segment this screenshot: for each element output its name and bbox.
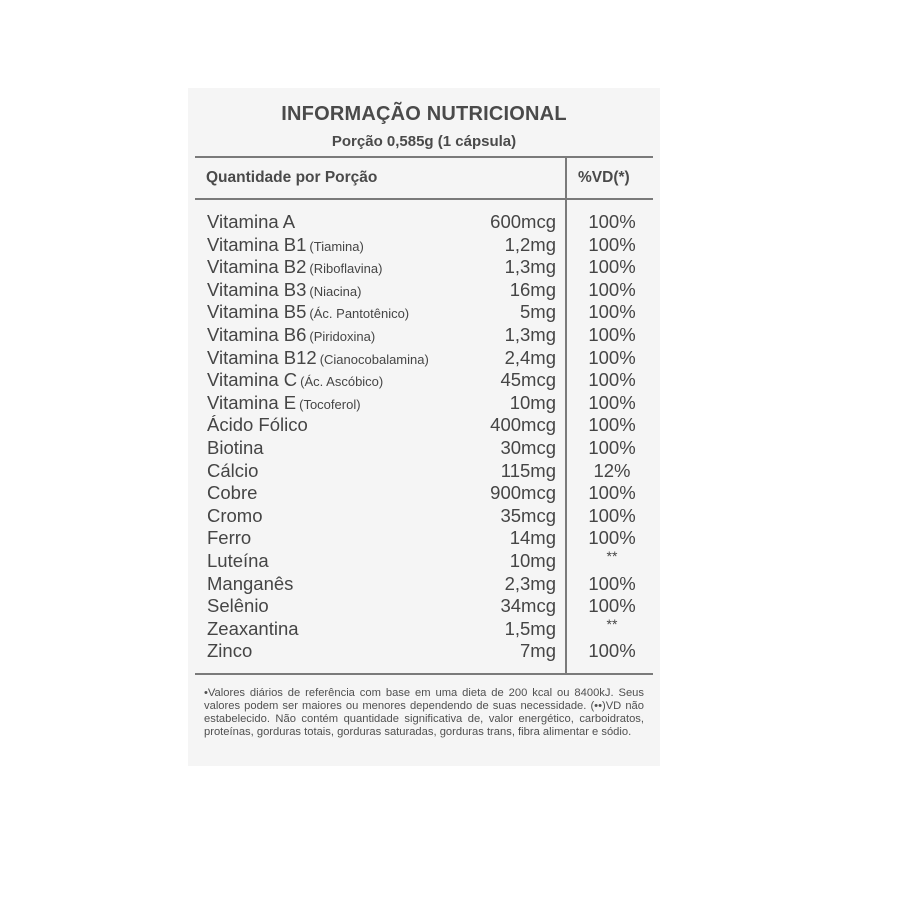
footnote: •Valores diários de referência com base em uma dieta de 200 kcal ou 8400kJ. Seus valores podem ser maiores ou menores dependendo de suas necessidade. (••)VD não estabelecido. Não contém quantidade significativa de, valor energético, carboidratos, proteínas, gorduras totais, gorduras saturadas, gorduras trans, fibra alimentar e sódio. <box>204 687 644 738</box>
nutrient-daily-value: 100% <box>588 256 636 278</box>
nutrient-amount: 10mg <box>509 391 556 413</box>
nutrient-name-main: Vitamina E <box>207 391 297 413</box>
nutrient-name <box>207 437 264 459</box>
nutrient-daily-value: 12% <box>593 459 631 481</box>
nutrient-amount: 2,4mg <box>504 346 556 368</box>
nutrient-amount: 1,3mg <box>504 324 556 345</box>
nutrient-name <box>207 301 409 323</box>
nutrient-row <box>188 211 660 233</box>
nutrient-row <box>188 347 660 369</box>
nutrient-daily-value: ** <box>606 615 618 632</box>
nutrient-name-detail: (Tiamina) <box>309 238 364 254</box>
nutrient-amount: 30mcg <box>500 437 556 458</box>
nutrient-name-main: Manganês <box>207 572 294 594</box>
nutrient-daily-value: 100% <box>588 233 636 255</box>
nutrient-name-main: Zinco <box>207 640 253 662</box>
header-quantity: Quantidade por Porção <box>206 169 378 186</box>
nutrient-name <box>207 618 299 640</box>
nutrient-row <box>188 640 660 662</box>
header-divider <box>195 198 653 200</box>
nutrient-amount: 7mg <box>520 640 556 662</box>
nutrient-daily-value: 100% <box>588 437 636 458</box>
nutrient-daily-value: 100% <box>588 572 636 594</box>
nutrient-row <box>188 234 660 256</box>
nutrient-amount: 900mcg <box>490 482 556 504</box>
nutrient-daily-value: 100% <box>588 414 636 436</box>
nutrient-amount: 45mcg <box>500 369 556 391</box>
nutrient-name <box>207 640 252 662</box>
nutrient-daily-value: ** <box>606 548 618 564</box>
nutrient-row <box>188 550 660 572</box>
nutrient-name-main: Cromo <box>207 504 263 526</box>
nutrient-amount: 14mg <box>509 527 556 549</box>
nutrient-name <box>207 211 295 233</box>
nutrient-daily-value: 100% <box>588 301 636 323</box>
nutrient-daily-value: 100% <box>588 346 636 368</box>
nutrient-daily-value: 100% <box>588 482 636 504</box>
nutrient-name <box>207 347 429 369</box>
nutrient-name <box>207 460 258 482</box>
nutrient-row <box>188 414 660 436</box>
nutrient-name-main: Zeaxantina <box>207 617 299 639</box>
nutrient-name <box>207 392 361 414</box>
nutrient-name-main: Vitamina B1 <box>207 233 307 255</box>
nutrient-name <box>207 573 293 595</box>
nutrient-name-main: Ferro <box>207 527 252 549</box>
nutrient-name-main: Vitamina B2 <box>207 256 307 278</box>
nutrient-name-main: Biotina <box>207 437 264 458</box>
nutrient-amount: 600mcg <box>490 211 556 232</box>
nutrient-amount: 5mg <box>520 301 556 323</box>
nutrient-name-main: Selênio <box>207 595 269 617</box>
nutrient-name <box>207 256 382 278</box>
nutrient-name-main: Ácido Fólico <box>207 414 308 436</box>
nutrient-row <box>188 324 660 346</box>
nutrient-name-main: Luteína <box>207 550 269 571</box>
nutrient-row <box>188 573 660 595</box>
nutrient-daily-value: 100% <box>588 595 636 617</box>
nutrient-row <box>188 256 660 278</box>
nutrient-amount: 1,2mg <box>504 233 556 255</box>
nutrient-row <box>188 301 660 323</box>
nutrient-daily-value: 100% <box>588 324 636 345</box>
nutrient-daily-value: 100% <box>588 391 636 413</box>
nutrient-row <box>188 505 660 527</box>
nutrient-amount: 34mcg <box>500 595 556 617</box>
nutrient-amount: 10mg <box>509 550 556 571</box>
label-title: INFORMAÇÃO NUTRICIONAL <box>281 103 567 125</box>
nutrient-name <box>207 527 251 549</box>
nutrient-name <box>207 324 375 346</box>
nutrient-amount: 1,3mg <box>504 256 556 278</box>
nutrient-row <box>188 460 660 482</box>
nutrient-name-detail: (Cianocobalamina) <box>319 351 429 367</box>
nutrient-name-main: Vitamina A <box>207 211 296 232</box>
top-divider <box>195 156 653 158</box>
nutrient-name-detail: (Riboflavina) <box>309 261 383 277</box>
nutrient-amount: 2,3mg <box>504 572 556 594</box>
nutrient-name <box>207 550 269 572</box>
nutrient-daily-value: 100% <box>588 640 636 662</box>
nutrient-row <box>188 527 660 549</box>
nutrient-amount: 35mcg <box>500 504 556 526</box>
nutrient-name-main: Vitamina B6 <box>207 324 307 345</box>
nutrient-daily-value: 100% <box>588 369 636 391</box>
nutrient-row <box>188 279 660 301</box>
nutrient-name <box>207 595 269 617</box>
nutrient-row <box>188 595 660 617</box>
nutrient-name <box>207 279 361 301</box>
nutrient-name <box>207 482 257 504</box>
nutrient-daily-value: 100% <box>588 278 636 300</box>
nutrient-amount: 1,5mg <box>504 617 556 639</box>
nutrient-name <box>207 414 308 436</box>
nutrient-name <box>207 369 383 391</box>
bottom-divider <box>195 673 653 675</box>
nutrient-name-detail: (Niacina) <box>309 283 362 299</box>
nutrient-name-main: Cálcio <box>207 459 259 481</box>
nutrient-name-main: Cobre <box>207 482 258 504</box>
nutrition-facts-panel <box>188 88 660 766</box>
nutrient-name-main: Vitamina C <box>207 369 298 391</box>
nutrient-row <box>188 392 660 414</box>
header-daily-value: %VD(*) <box>578 169 630 186</box>
nutrient-amount: 400mcg <box>490 414 556 436</box>
nutrient-name-main: Vitamina B12 <box>207 346 317 368</box>
nutrient-name-detail: (Ác. Ascóbico) <box>300 374 384 390</box>
nutrient-name-detail: (Tocoferol) <box>299 396 361 412</box>
nutrient-row <box>188 437 660 459</box>
nutrient-amount: 115mg <box>500 459 556 481</box>
nutrient-daily-value: 100% <box>588 211 636 232</box>
nutrient-name-detail: (Piridoxina) <box>309 329 376 344</box>
nutrient-row <box>188 482 660 504</box>
nutrient-daily-value: 100% <box>588 504 636 526</box>
nutrient-name-detail: (Ác. Pantotênico) <box>309 306 410 322</box>
nutrient-name-main: Vitamina B5 <box>207 301 307 323</box>
nutrient-name <box>207 505 263 527</box>
nutrient-name <box>207 234 364 256</box>
nutrient-row <box>188 369 660 391</box>
serving-size: Porção 0,585g (1 cápsula) <box>331 133 517 150</box>
nutrient-daily-value: 100% <box>588 527 636 549</box>
nutrient-name-main: Vitamina B3 <box>207 278 307 300</box>
nutrient-amount: 16mg <box>509 278 556 300</box>
nutrient-row <box>188 615 660 640</box>
